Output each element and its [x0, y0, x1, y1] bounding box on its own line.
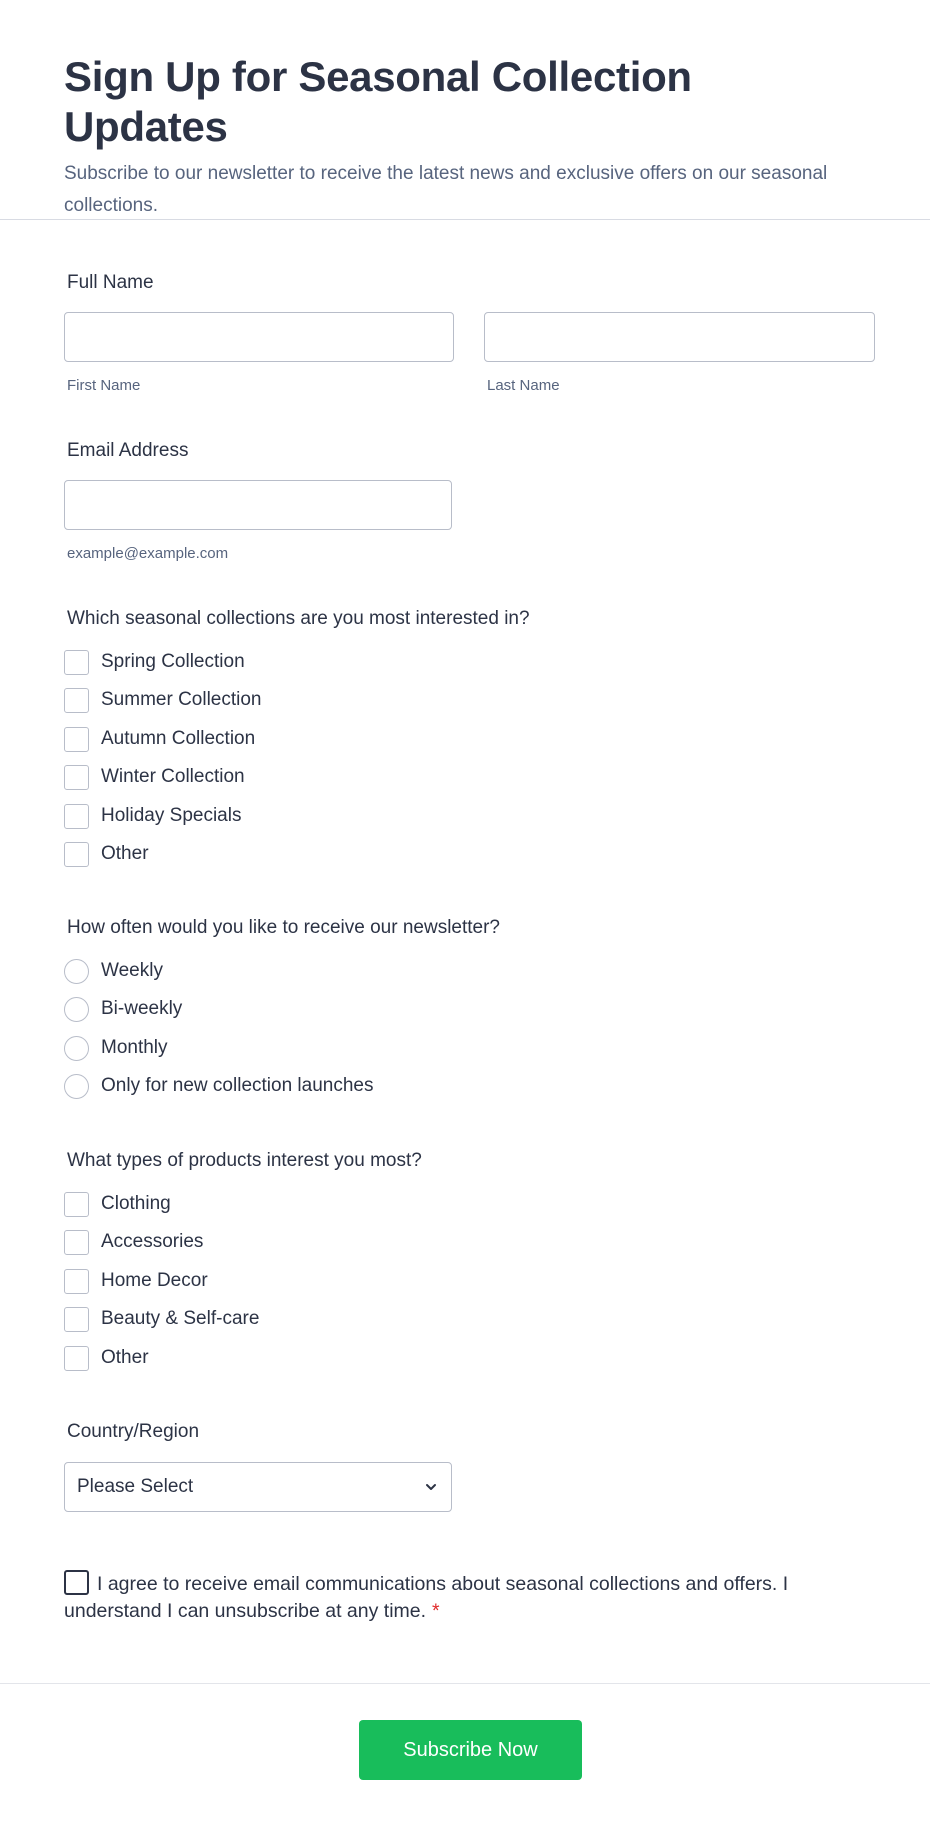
- email-sublabel: example@example.com: [67, 545, 229, 562]
- form-header: [0, 0, 930, 220]
- option-label: Weekly: [101, 960, 163, 981]
- radio-button[interactable]: [64, 959, 89, 984]
- product-option[interactable]: [64, 1191, 171, 1217]
- first-name-input[interactable]: [64, 312, 454, 362]
- checkbox[interactable]: [64, 765, 89, 790]
- option-label: Bi-weekly: [101, 998, 183, 1019]
- frequency-option[interactable]: [64, 1035, 168, 1061]
- country-label: Country/Region: [67, 1421, 200, 1442]
- subscribe-button[interactable]: Subscribe Now: [359, 1720, 582, 1780]
- option-label: Holiday Specials: [101, 805, 242, 826]
- collection-option[interactable]: [64, 803, 241, 829]
- option-label: Spring Collection: [101, 651, 245, 672]
- radio-button[interactable]: [64, 997, 89, 1022]
- option-label: Monthly: [101, 1037, 168, 1058]
- checkbox[interactable]: [64, 688, 89, 713]
- radio-button[interactable]: [64, 1074, 89, 1099]
- required-mark: *: [432, 1600, 440, 1622]
- page-subtitle: Subscribe to our newsletter to receive the latest news and exclusive offers on our seasonal collections.: [64, 163, 828, 216]
- checkbox[interactable]: [64, 1269, 89, 1294]
- product-option[interactable]: [64, 1345, 149, 1371]
- consent-text: I agree to receive email communications about seasonal collections and offers. I understand I can unsubscribe at any time.: [64, 1573, 789, 1622]
- option-label: Other: [101, 843, 149, 864]
- collections-question: Which seasonal collections are you most interested in?: [67, 608, 530, 629]
- option-label: Accessories: [101, 1231, 204, 1252]
- last-name-input[interactable]: [484, 312, 875, 362]
- collection-option[interactable]: [64, 841, 149, 867]
- option-label: Autumn Collection: [101, 728, 256, 749]
- option-label: Other: [101, 1347, 149, 1368]
- option-label: Only for new collection launches: [101, 1075, 374, 1096]
- email-label: Email Address: [67, 440, 189, 461]
- first-name-sublabel: First Name: [67, 377, 141, 394]
- option-label: Clothing: [101, 1193, 171, 1214]
- checkbox[interactable]: [64, 1192, 89, 1217]
- option-label: Home Decor: [101, 1270, 208, 1291]
- radio-button[interactable]: [64, 1036, 89, 1061]
- frequency-option[interactable]: [64, 1073, 373, 1099]
- country-select[interactable]: [64, 1462, 452, 1512]
- frequency-question: How often would you like to receive our newsletter?: [67, 917, 501, 938]
- checkbox[interactable]: [64, 1346, 89, 1371]
- product-option[interactable]: [64, 1229, 203, 1255]
- checkbox[interactable]: [64, 842, 89, 867]
- checkbox[interactable]: [64, 1307, 89, 1332]
- product-option[interactable]: [64, 1268, 208, 1294]
- collection-option[interactable]: [64, 687, 262, 713]
- last-name-sublabel: Last Name: [487, 377, 560, 394]
- consent-checkbox[interactable]: [64, 1570, 89, 1595]
- checkbox[interactable]: [64, 727, 89, 752]
- product-option[interactable]: [64, 1306, 259, 1332]
- frequency-option[interactable]: [64, 958, 163, 984]
- products-question: What types of products interest you most?: [67, 1150, 422, 1171]
- frequency-option[interactable]: [64, 996, 182, 1022]
- consent-row[interactable]: [64, 1570, 804, 1625]
- option-label: Beauty & Self-care: [101, 1308, 260, 1329]
- checkbox[interactable]: [64, 1230, 89, 1255]
- collection-option[interactable]: [64, 764, 245, 790]
- option-label: Winter Collection: [101, 766, 245, 787]
- chevron-down-icon: [423, 1479, 439, 1495]
- footer-divider: [0, 1683, 930, 1684]
- email-input[interactable]: [64, 480, 452, 530]
- country-selected-value: Please Select: [77, 1476, 194, 1497]
- checkbox[interactable]: [64, 650, 89, 675]
- collection-option[interactable]: [64, 726, 255, 752]
- full-name-label: Full Name: [67, 272, 154, 293]
- option-label: Summer Collection: [101, 689, 262, 710]
- collection-option[interactable]: [64, 649, 245, 675]
- checkbox[interactable]: [64, 804, 89, 829]
- page-title: Sign Up for Seasonal Collection Updates: [64, 53, 692, 150]
